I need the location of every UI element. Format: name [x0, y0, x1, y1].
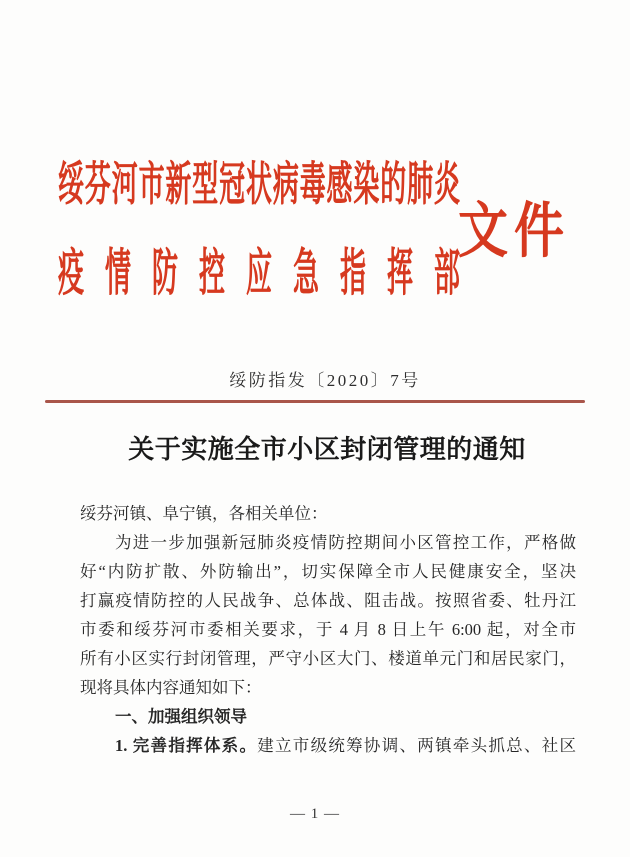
red-separator-line [45, 400, 585, 403]
doc-type-label: 文件 [458, 197, 570, 265]
issuer-name-line2: 疫情防控应急指挥部 [58, 245, 460, 302]
issuer-name-line1: 绥芬河市新型冠状病毒感染的肺炎 [58, 158, 460, 211]
paragraph-line: 所有小区实行封闭管理，严守小区大门、楼道单元门和居民家门， [80, 649, 576, 668]
salutation: 绥芬河镇、阜宁镇，各相关单位： [80, 504, 328, 523]
paragraph-line: 为进一步加强新冠肺炎疫情防控期间小区管控工作，严格做 [115, 533, 576, 552]
paragraph-line: 现将具体内容通知如下： [80, 678, 262, 697]
paragraph-line: 打赢疫情防控的人民战争、总体战、阻击战。按照省委、牡丹江 [80, 591, 576, 610]
section-heading: 一、加强组织领导 [115, 707, 247, 726]
document-body [80, 499, 576, 760]
reference-number: 绥防指发〔2020〕7号 [229, 371, 421, 390]
page-number: — 1 — [290, 806, 340, 822]
paragraph-line: 市委和绥芬河市委相关要求，于 4 月 8 日上午 6:00 起，对全市 [80, 620, 576, 639]
numbered-item-lead: 1. 完善指挥体系。 [115, 736, 258, 755]
paragraph-line: 好“内防扩散、外防输出”，切实保障全市人民健康安全，坚决 [80, 562, 576, 581]
numbered-item-line [80, 731, 576, 760]
document-title: 关于实施全市小区封闭管理的通知 [128, 435, 526, 464]
numbered-item-text: 建立市级统筹协调、两镇牵头抓总、社区 [257, 736, 576, 755]
